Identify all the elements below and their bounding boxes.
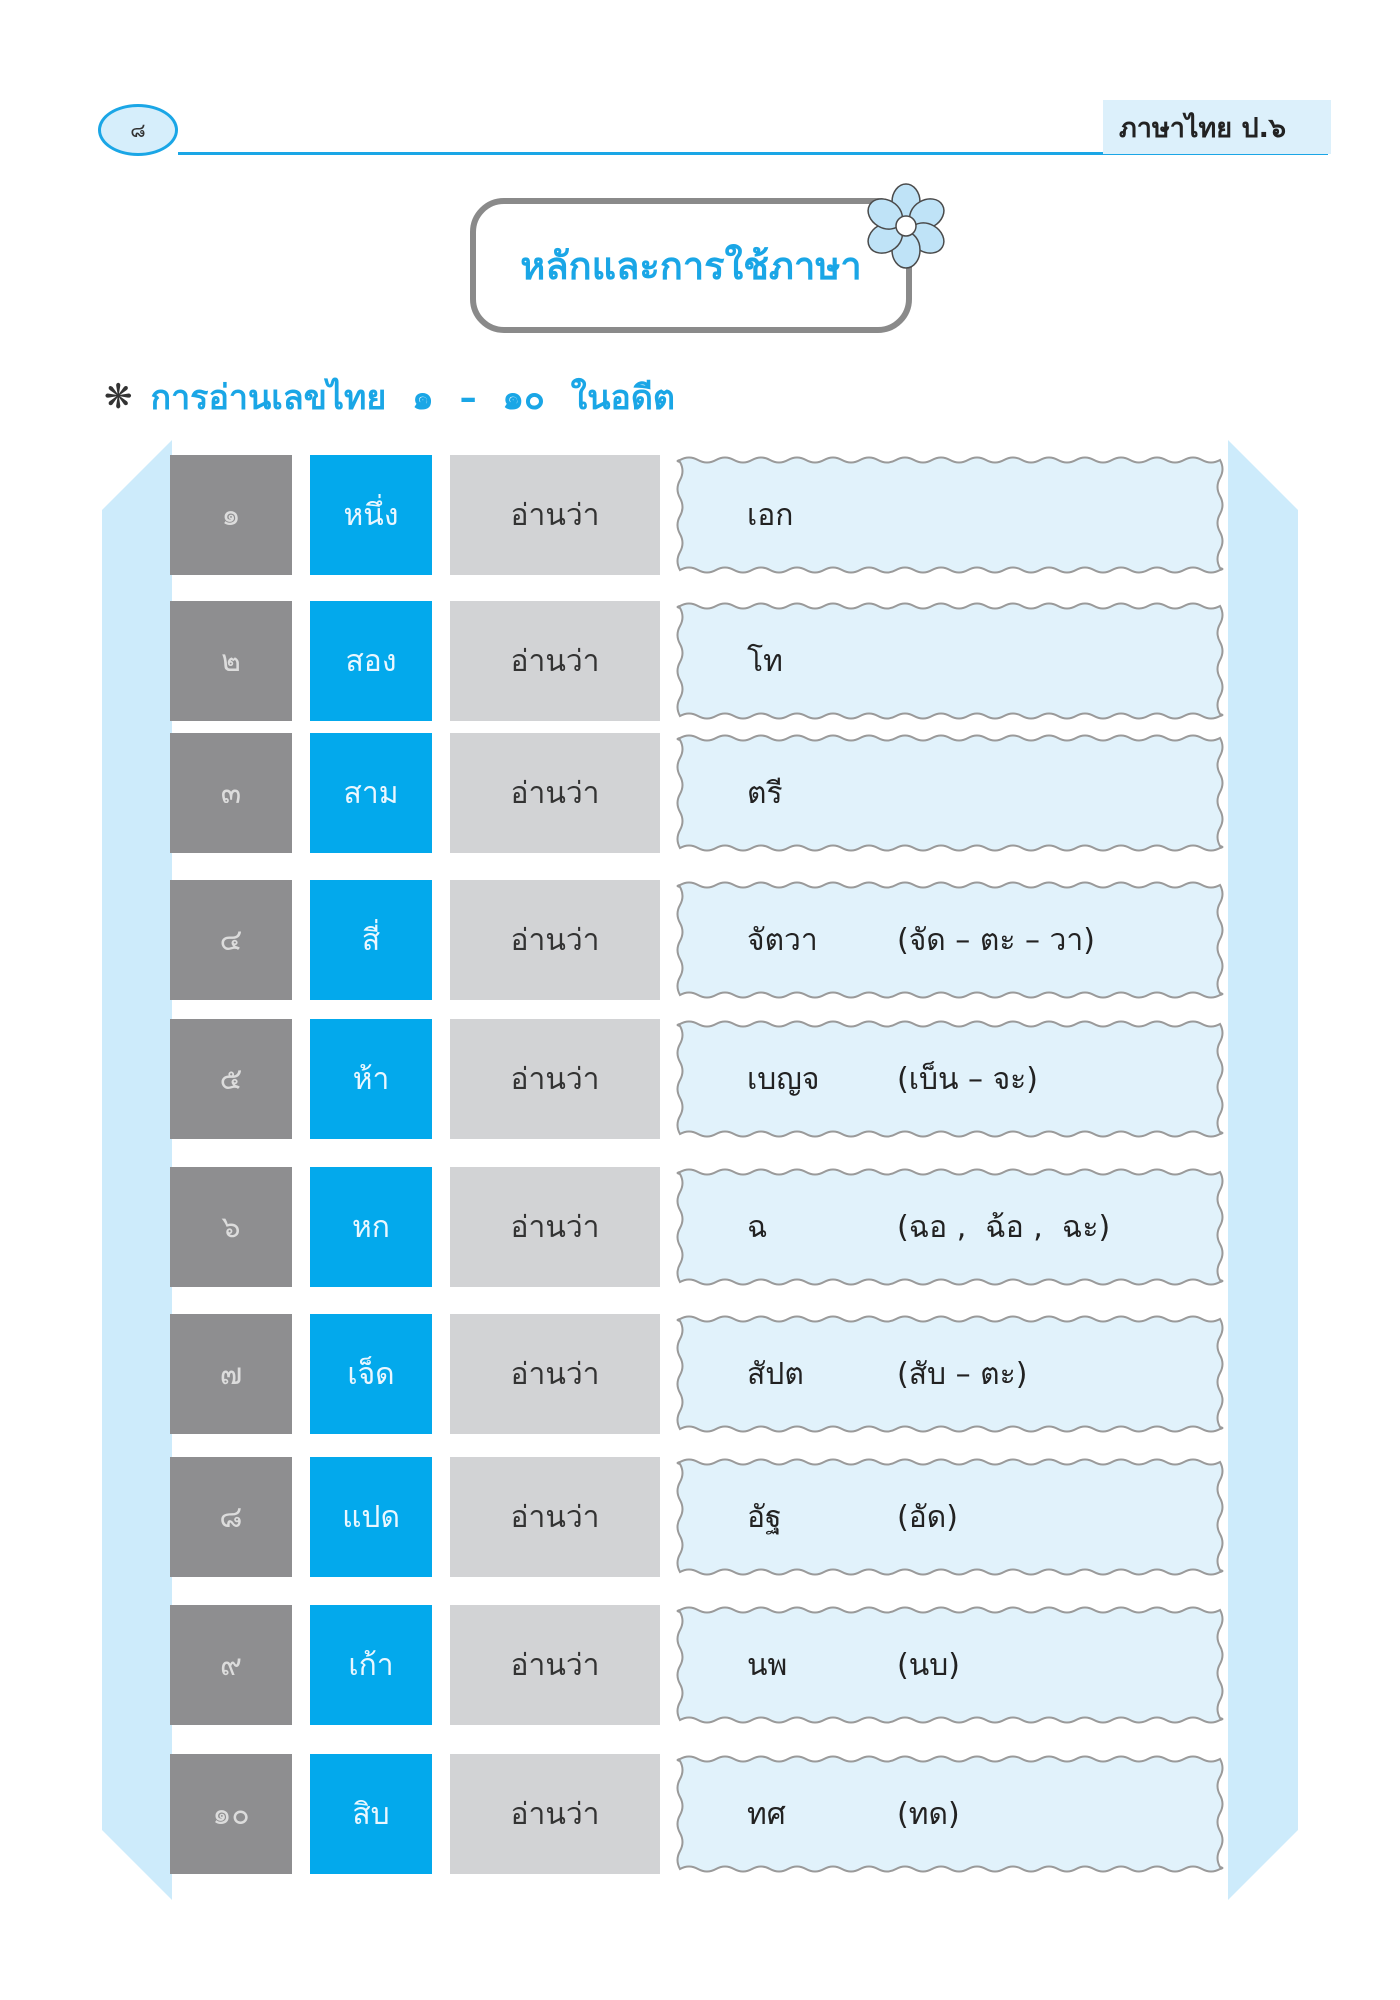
historic-reading: ตรี bbox=[747, 775, 783, 811]
thai-numeral: ๘ bbox=[170, 1457, 292, 1577]
thai-numeral: ๕ bbox=[170, 1019, 292, 1139]
pronunciation-note: (เบ็น – จะ) bbox=[897, 1061, 1038, 1097]
pronunciation-note: (ฉอ , ฉ้อ , ฉะ) bbox=[897, 1209, 1111, 1245]
read-as-label: อ่านว่า bbox=[450, 1314, 660, 1434]
read-as-label: อ่านว่า bbox=[450, 1754, 660, 1874]
number-word: สิบ bbox=[310, 1754, 432, 1874]
read-as-label: อ่านว่า bbox=[450, 1605, 660, 1725]
reading-box bbox=[675, 880, 1225, 1000]
historic-reading: โท bbox=[747, 643, 783, 679]
historic-reading: นพ bbox=[747, 1647, 788, 1683]
reading-box bbox=[675, 1167, 1225, 1287]
historic-reading: เอก bbox=[747, 497, 794, 533]
table-row bbox=[170, 733, 1226, 853]
pronunciation-note: (อัด) bbox=[897, 1499, 958, 1535]
thai-numeral: ๔ bbox=[170, 880, 292, 1000]
table-row bbox=[170, 601, 1226, 721]
book-title-tab bbox=[1103, 100, 1331, 154]
number-word: สาม bbox=[310, 733, 432, 853]
reading-box bbox=[675, 1754, 1225, 1874]
table-row bbox=[170, 1019, 1226, 1139]
read-as-label: อ่านว่า bbox=[450, 1019, 660, 1139]
thai-numeral: ๓ bbox=[170, 733, 292, 853]
reading-box bbox=[675, 1605, 1225, 1725]
pronunciation-note: (ทด) bbox=[897, 1796, 960, 1832]
table-row bbox=[170, 1605, 1226, 1725]
table-row bbox=[170, 880, 1226, 1000]
reading-box bbox=[675, 1314, 1225, 1434]
thai-numeral: ๒ bbox=[170, 601, 292, 721]
number-word: หก bbox=[310, 1167, 432, 1287]
thai-numeral: ๑๐ bbox=[170, 1754, 292, 1874]
reading-box bbox=[675, 455, 1225, 575]
table-row bbox=[170, 1754, 1226, 1874]
reading-box bbox=[675, 601, 1225, 721]
read-as-label: อ่านว่า bbox=[450, 601, 660, 721]
page-number: ๘ bbox=[130, 118, 146, 142]
table-row bbox=[170, 455, 1226, 575]
reading-box bbox=[675, 1457, 1225, 1577]
historic-reading: ทศ bbox=[747, 1796, 786, 1832]
page-number-badge bbox=[98, 104, 178, 156]
read-as-label: อ่านว่า bbox=[450, 1457, 660, 1577]
thai-numeral: ๙ bbox=[170, 1605, 292, 1725]
thai-numeral: ๗ bbox=[170, 1314, 292, 1434]
section-heading bbox=[104, 370, 675, 424]
historic-reading: ฉ bbox=[747, 1209, 768, 1245]
historic-reading: อัฐ bbox=[747, 1499, 782, 1535]
bullet-icon: ❋ bbox=[104, 377, 133, 417]
reading-box bbox=[675, 733, 1225, 853]
section-heading-text: การอ่านเลขไทย ๑ – ๑๐ ในอดีต bbox=[150, 378, 676, 418]
historic-reading: จัตวา bbox=[747, 922, 818, 958]
historic-reading: สัปต bbox=[747, 1356, 804, 1392]
table-row bbox=[170, 1457, 1226, 1577]
table-row bbox=[170, 1167, 1226, 1287]
thai-numeral: ๑ bbox=[170, 455, 292, 575]
pronunciation-note: (จัด – ตะ – วา) bbox=[897, 922, 1095, 958]
read-as-label: อ่านว่า bbox=[450, 733, 660, 853]
reading-box bbox=[675, 1019, 1225, 1139]
page-title: หลักและการใช้ภาษา bbox=[520, 244, 862, 288]
title-frame bbox=[470, 198, 912, 333]
number-word: เก้า bbox=[310, 1605, 432, 1725]
historic-reading: เบญจ bbox=[747, 1061, 820, 1097]
read-as-label: อ่านว่า bbox=[450, 1167, 660, 1287]
number-word: เจ็ด bbox=[310, 1314, 432, 1434]
book-title: ภาษาไทย ป.๖ bbox=[1119, 112, 1287, 144]
number-word: ห้า bbox=[310, 1019, 432, 1139]
pronunciation-note: (สับ – ตะ) bbox=[897, 1356, 1028, 1392]
table-row bbox=[170, 1314, 1226, 1434]
flower-icon bbox=[862, 182, 950, 270]
number-word: สอง bbox=[310, 601, 432, 721]
thai-numeral: ๖ bbox=[170, 1167, 292, 1287]
pronunciation-note: (นบ) bbox=[897, 1647, 960, 1683]
read-as-label: อ่านว่า bbox=[450, 455, 660, 575]
number-word: สี่ bbox=[310, 880, 432, 1000]
number-word: แปด bbox=[310, 1457, 432, 1577]
read-as-label: อ่านว่า bbox=[450, 880, 660, 1000]
number-word: หนึ่ง bbox=[310, 455, 432, 575]
